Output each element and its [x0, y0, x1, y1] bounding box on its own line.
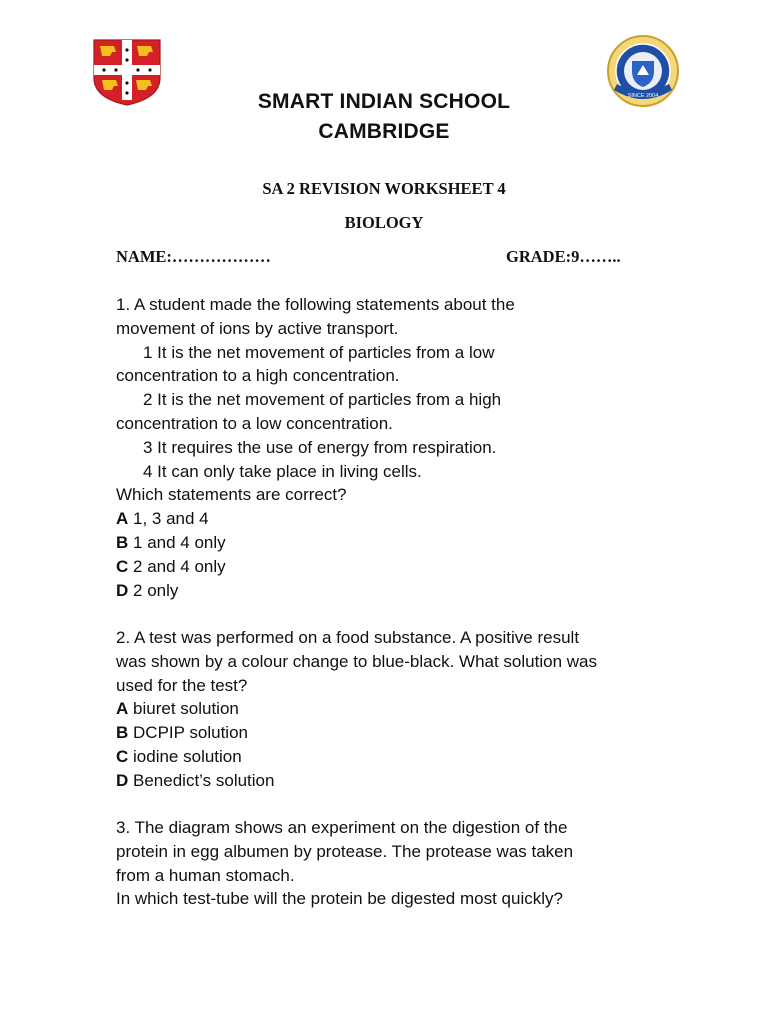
school-name: SMART INDIAN SCHOOL — [257, 90, 511, 113]
option-letter: C — [116, 556, 129, 576]
option-text: 2 only — [133, 580, 179, 600]
question-stem-line: used for the test? — [116, 675, 248, 695]
question-stem-line: 2. A test was performed on a food substance. A positive result — [116, 628, 580, 647]
question-stem-line: In which test-tube will the protein be digested most quickly? — [116, 889, 563, 909]
option-text: DCPIP solution — [133, 723, 248, 743]
question-stem-line: 3. The diagram shows an experiment on the digestion of the — [116, 818, 568, 837]
option-text: 1 and 4 only — [133, 532, 226, 552]
statement-line: 2 It is the net movement of particles from a high — [143, 390, 502, 410]
question-prompt: Which statements are correct? — [116, 485, 347, 505]
question-stem-line: was shown by a colour change to blue-black. What solution was — [116, 651, 597, 671]
question-3 — [116, 816, 676, 911]
school-location: CAMBRIDGE — [318, 120, 450, 143]
answer-option — [116, 531, 676, 555]
option-letter: B — [116, 532, 129, 552]
option-text: iodine solution — [133, 746, 242, 766]
option-letter: A — [116, 699, 129, 719]
question-stem-line: from a human stomach. — [116, 865, 295, 885]
option-letter: A — [116, 509, 129, 529]
worksheet-title: SA 2 REVISION WORKSHEET 4 — [262, 179, 506, 198]
subject-title: BIOLOGY — [344, 213, 424, 232]
question-stem-line: 1. A student made the following statements about the — [116, 295, 515, 314]
statement-line: concentration to a low concentration. — [116, 413, 393, 433]
statement-line: 1 It is the net movement of particles from a low — [143, 342, 495, 362]
option-text: 2 and 4 only — [133, 556, 226, 576]
answer-option — [116, 769, 676, 793]
option-letter: B — [116, 723, 129, 743]
option-text: biuret solution — [133, 699, 239, 719]
answer-option — [116, 721, 676, 745]
grade-label: GRADE:9…….. — [506, 247, 621, 266]
answer-option — [116, 697, 676, 721]
svg-text:SINCE 2004: SINCE 2004 — [627, 93, 659, 99]
name-label: NAME:……………… — [116, 247, 271, 266]
answer-option — [116, 507, 676, 531]
option-text: 1, 3 and 4 — [133, 509, 209, 529]
option-text: Benedict’s solution — [133, 770, 275, 790]
answer-option — [116, 745, 676, 769]
answer-option — [116, 579, 676, 603]
statement-line: 3 It requires the use of energy from respiration. — [143, 437, 497, 457]
option-letter: C — [116, 746, 129, 766]
statement-line: concentration to a high concentration. — [116, 366, 400, 386]
option-letter: D — [116, 580, 129, 600]
statement-line: 4 It can only take place in living cells. — [143, 461, 422, 481]
question-1 — [116, 293, 676, 602]
question-stem-line: protein in egg albumen by protease. The protease was taken — [116, 841, 574, 861]
name-grade-row — [116, 247, 651, 267]
question-2 — [116, 626, 676, 793]
question-stem-line: movement of ions by active transport. — [116, 318, 399, 338]
option-letter: D — [116, 770, 129, 790]
answer-option — [116, 555, 676, 579]
